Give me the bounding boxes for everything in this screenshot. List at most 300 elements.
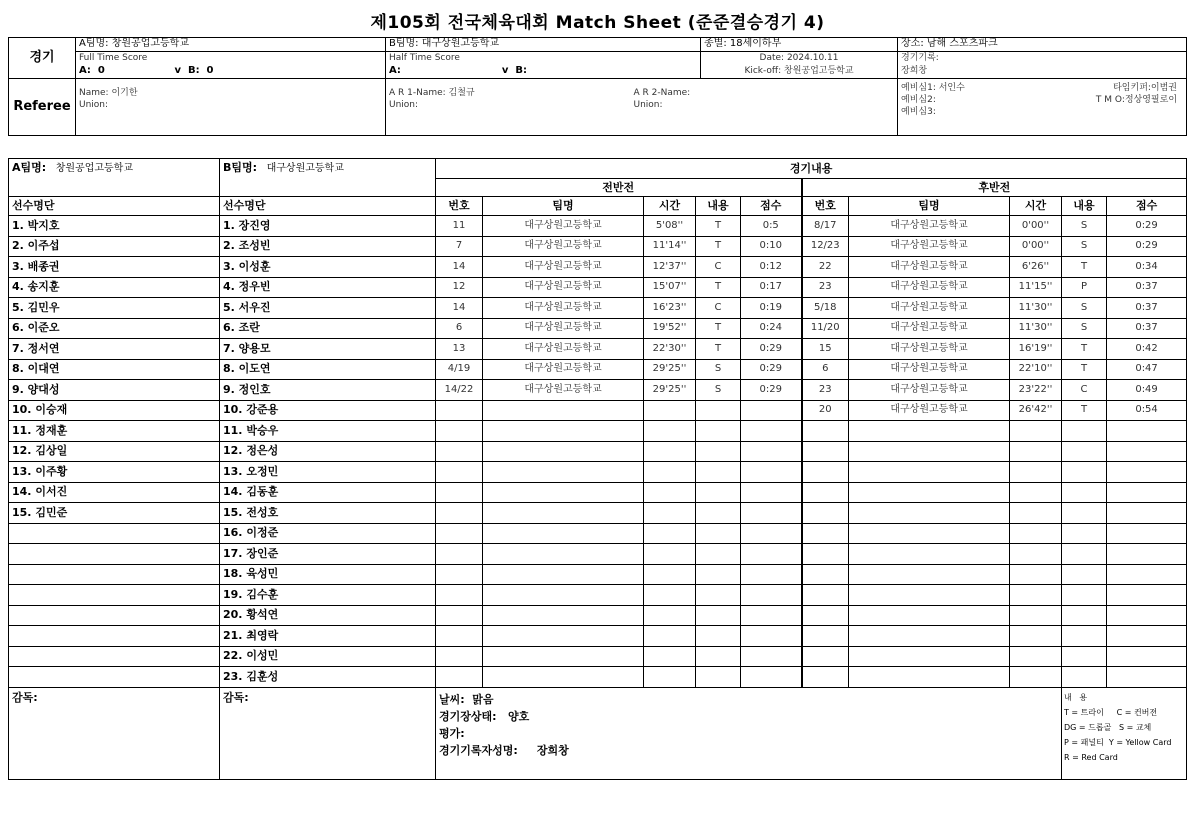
second-half-cell	[849, 462, 1010, 483]
first-half-cell	[696, 400, 741, 421]
first-half-cell	[741, 564, 802, 585]
legend-item: P = 패널티 Y = Yellow Card	[1064, 737, 1172, 747]
second-half-col-0: 번호	[802, 197, 849, 216]
first-half-cell	[741, 605, 802, 626]
second-half-cell: T	[1062, 257, 1107, 278]
first-half-cell	[741, 626, 802, 647]
first-half-cell: 13	[436, 339, 483, 360]
first-half-cell: 대구상원고등학교	[483, 339, 644, 360]
reserve-2: 예비심2:	[901, 95, 936, 105]
first-half-cell	[483, 667, 644, 688]
first-half-label: 전반전	[436, 179, 802, 197]
second-half-cell: 6'26''	[1010, 257, 1062, 278]
second-half-cell: 대구상원고등학교	[849, 318, 1010, 339]
first-half-cell	[644, 667, 696, 688]
coach-b: 감독:	[220, 687, 436, 779]
team-a-label: A팀명:	[12, 161, 47, 174]
ar1-name: A R 1-Name: 김철규	[389, 88, 475, 98]
second-half-cell	[1010, 646, 1062, 667]
team-b-name: 대구상원고등학교	[266, 163, 344, 174]
first-half-cell: 4/19	[436, 359, 483, 380]
first-half-cell	[644, 585, 696, 606]
second-half-cell: 11'30''	[1010, 318, 1062, 339]
first-half-cell	[644, 421, 696, 442]
second-half-cell	[1010, 462, 1062, 483]
team-a-player	[9, 544, 220, 565]
team-a-player: 4. 송지훈	[9, 277, 220, 298]
second-half-cell	[849, 626, 1010, 647]
recorder-line: 경기기록자성명: 장희창	[439, 743, 569, 757]
table-row	[9, 503, 1187, 524]
first-half-cell	[696, 523, 741, 544]
team-b-player: 3. 이성훈	[220, 257, 436, 278]
first-half-cell	[741, 585, 802, 606]
second-half-cell	[1107, 605, 1187, 626]
first-half-cell	[741, 544, 802, 565]
table-row	[9, 339, 1187, 360]
match-info	[436, 687, 1062, 779]
first-half-cell	[696, 564, 741, 585]
first-half-cell: 0:29	[741, 339, 802, 360]
first-half-cell	[696, 626, 741, 647]
first-half-cell: 0:29	[741, 380, 802, 401]
second-half-cell	[802, 564, 849, 585]
second-half-cell: 대구상원고등학교	[849, 216, 1010, 237]
second-half-cell	[1062, 564, 1107, 585]
second-half-cell	[1062, 667, 1107, 688]
first-half-cell: 0:10	[741, 236, 802, 257]
first-half-cell: 11'14''	[644, 236, 696, 257]
second-half-cell: 12/23	[802, 236, 849, 257]
table-row	[9, 667, 1187, 688]
second-half-cell	[802, 605, 849, 626]
table-row	[9, 380, 1187, 401]
second-half-cell: 22'10''	[1010, 359, 1062, 380]
second-half-cell	[1062, 462, 1107, 483]
body-rows	[9, 159, 1187, 780]
team-b-player: 22. 이성민	[220, 646, 436, 667]
page-title: 제105회 전국체육대회 Match Sheet (준준결승경기 4)	[370, 13, 825, 33]
legend-item: DG = 드롭골 S = 교체	[1064, 722, 1152, 732]
team-a-player: 15. 김민준	[9, 503, 220, 524]
second-half-cell: C	[1062, 380, 1107, 401]
first-half-cell: 14	[436, 298, 483, 319]
first-half-cell	[696, 421, 741, 442]
team-b-player: 6. 조란	[220, 318, 436, 339]
team-a-player: 1. 박지호	[9, 216, 220, 237]
second-half-cell	[1107, 626, 1187, 647]
table-row	[9, 564, 1187, 585]
team-a-player	[9, 626, 220, 647]
team-b-player: 2. 조성빈	[220, 236, 436, 257]
second-half-cell: 0:29	[1107, 216, 1187, 237]
team-b-player: 21. 최영락	[220, 626, 436, 647]
second-half-cell	[802, 585, 849, 606]
second-half-cell	[1062, 646, 1107, 667]
second-half-cell	[849, 482, 1010, 503]
first-half-cell	[644, 462, 696, 483]
team-b-player: 20. 황석연	[220, 605, 436, 626]
table-row	[9, 421, 1187, 442]
team-b-player: 5. 서우진	[220, 298, 436, 319]
table-row	[9, 462, 1187, 483]
second-half-cell	[849, 421, 1010, 442]
first-half-cell: 대구상원고등학교	[483, 257, 644, 278]
second-half-cell: S	[1062, 318, 1107, 339]
second-half-cell	[849, 441, 1010, 462]
team-b-player: 16. 이정준	[220, 523, 436, 544]
second-half-cell: 0'00''	[1010, 216, 1062, 237]
table-row	[9, 216, 1187, 237]
coach-a: 감독:	[9, 687, 220, 779]
first-half-col-1: 팀명	[483, 197, 644, 216]
first-half-cell	[644, 523, 696, 544]
second-half-cell	[1107, 667, 1187, 688]
first-half-cell	[696, 462, 741, 483]
second-half-cell	[1010, 503, 1062, 524]
second-half-cell: T	[1062, 359, 1107, 380]
first-half-cell	[696, 585, 741, 606]
second-half-cell: 8/17	[802, 216, 849, 237]
second-half-cell	[802, 523, 849, 544]
second-half-cell	[1062, 523, 1107, 544]
second-half-cell: 5/18	[802, 298, 849, 319]
team-a-player	[9, 585, 220, 606]
legend-title: 내 용	[1064, 692, 1088, 702]
second-half-cell	[802, 503, 849, 524]
second-half-cell: 0:37	[1107, 318, 1187, 339]
first-half-cell: 대구상원고등학교	[483, 318, 644, 339]
team-a-player	[9, 667, 220, 688]
team-b-player: 12. 정은성	[220, 441, 436, 462]
second-half-cell: 15	[802, 339, 849, 360]
team-b-player: 23. 김훈성	[220, 667, 436, 688]
record-label: 경기기록:	[898, 52, 1187, 65]
second-half-cell: 0:54	[1107, 400, 1187, 421]
second-half-cell	[802, 441, 849, 462]
first-half-cell: T	[696, 216, 741, 237]
second-half-cell: 26'42''	[1010, 400, 1062, 421]
second-half-cell	[1062, 626, 1107, 647]
second-half-cell	[849, 503, 1010, 524]
second-half-cell	[1010, 564, 1062, 585]
second-half-cell	[1010, 544, 1062, 565]
first-half-cell: 대구상원고등학교	[483, 277, 644, 298]
first-half-cell: 14/22	[436, 380, 483, 401]
second-half-cell: 0:47	[1107, 359, 1187, 380]
full-time-score: A: 0 v B: 0	[76, 65, 386, 79]
first-half-cell	[741, 482, 802, 503]
table-row	[9, 298, 1187, 319]
first-half-cell: 16'23''	[644, 298, 696, 319]
first-half-cell	[741, 462, 802, 483]
first-half-cell: C	[696, 257, 741, 278]
first-half-cell: C	[696, 298, 741, 319]
second-half-cell: 0:34	[1107, 257, 1187, 278]
first-half-cell: 대구상원고등학교	[483, 380, 644, 401]
first-half-cell	[644, 503, 696, 524]
second-half-cell: 대구상원고등학교	[849, 257, 1010, 278]
first-half-cell	[483, 605, 644, 626]
first-half-cell	[436, 605, 483, 626]
second-half-cell: 11'15''	[1010, 277, 1062, 298]
first-half-cell	[741, 421, 802, 442]
table-row	[9, 482, 1187, 503]
team-a-player: 12. 김상일	[9, 441, 220, 462]
second-half-cell	[1107, 544, 1187, 565]
team-a-list-header: 선수명단	[9, 197, 220, 216]
second-half-cell	[1107, 441, 1187, 462]
tmo: T M O:정상영필로이	[1095, 95, 1178, 105]
kickoff-line: Kick-off: 창원공업고등학교	[701, 65, 898, 79]
table-row	[9, 359, 1187, 380]
field-line: 경기장상태: 양호	[439, 709, 530, 723]
second-half-cell: 대구상원고등학교	[849, 359, 1010, 380]
first-half-cell: 0:17	[741, 277, 802, 298]
first-half-col-2: 시간	[644, 197, 696, 216]
table-row	[9, 605, 1187, 626]
first-half-cell: S	[696, 359, 741, 380]
table-row	[9, 400, 1187, 421]
record-name: 장희창	[898, 65, 1187, 79]
team-b-player: 19. 김수훈	[220, 585, 436, 606]
team-b-player: 1. 장진영	[220, 216, 436, 237]
first-half-cell	[644, 564, 696, 585]
referee-name: Name: 이기한	[79, 88, 138, 98]
team-b-label: B팀명:	[223, 161, 258, 174]
second-half-col-4: 점수	[1107, 197, 1187, 216]
first-half-cell	[436, 462, 483, 483]
second-half-cell	[802, 462, 849, 483]
second-half-cell	[1062, 503, 1107, 524]
second-half-cell	[1010, 441, 1062, 462]
first-half-cell	[483, 421, 644, 442]
second-half-cell: 대구상원고등학교	[849, 236, 1010, 257]
table-row	[9, 318, 1187, 339]
first-half-cell	[483, 564, 644, 585]
second-half-cell	[849, 564, 1010, 585]
second-half-cell	[1107, 646, 1187, 667]
first-half-cell	[436, 421, 483, 442]
team-b-line: B팀명: 대구상원고등학교	[386, 38, 701, 52]
legend-item: T = 트라이 C = 컨버젼	[1064, 707, 1158, 717]
team-b-player: 10. 강준용	[220, 400, 436, 421]
team-a-player: 9. 양대성	[9, 380, 220, 401]
team-a-player: 13. 이주황	[9, 462, 220, 483]
first-half-cell	[436, 646, 483, 667]
team-b-player: 15. 전성호	[220, 503, 436, 524]
team-a-line: A팀명: 창원공업고등학교	[76, 38, 386, 52]
first-half-cell	[644, 544, 696, 565]
first-half-cell: 대구상원고등학교	[483, 359, 644, 380]
first-half-cell: 29'25''	[644, 359, 696, 380]
team-b-player: 7. 양용모	[220, 339, 436, 360]
timekeeper: 타임키퍼:이범권	[1113, 83, 1178, 93]
team-a-player: 10. 이승재	[9, 400, 220, 421]
second-half-cell	[1107, 482, 1187, 503]
second-half-cell	[1062, 421, 1107, 442]
table-row	[9, 441, 1187, 462]
first-half-cell	[436, 564, 483, 585]
second-half-cell	[849, 605, 1010, 626]
second-half-cell: S	[1062, 298, 1107, 319]
first-half-cell: 5'08''	[644, 216, 696, 237]
team-a-player	[9, 605, 220, 626]
second-half-col-3: 내용	[1062, 197, 1107, 216]
first-half-cell	[483, 462, 644, 483]
first-half-cell: S	[696, 380, 741, 401]
second-half-cell: 20	[802, 400, 849, 421]
team-b-player: 14. 김동훈	[220, 482, 436, 503]
second-half-cell	[1107, 421, 1187, 442]
first-half-cell: 12'37''	[644, 257, 696, 278]
second-half-cell: S	[1062, 216, 1107, 237]
second-half-cell	[1010, 585, 1062, 606]
first-half-cell	[483, 626, 644, 647]
first-half-cell: T	[696, 236, 741, 257]
second-half-cell	[1062, 585, 1107, 606]
second-half-cell: 0:49	[1107, 380, 1187, 401]
team-a-player: 6. 이준오	[9, 318, 220, 339]
second-half-cell: 0:37	[1107, 277, 1187, 298]
first-half-cell	[741, 441, 802, 462]
ar1-union: Union:	[389, 100, 419, 110]
first-half-cell	[696, 646, 741, 667]
team-a-player: 14. 이서진	[9, 482, 220, 503]
weather-line: 날씨: 맑음	[439, 692, 494, 706]
team-b-player: 18. 육성민	[220, 564, 436, 585]
first-half-cell	[644, 626, 696, 647]
second-half-cell	[802, 626, 849, 647]
second-half-cell: 23	[802, 380, 849, 401]
referee-union: Union:	[79, 100, 109, 110]
first-half-cell: 19'52''	[644, 318, 696, 339]
second-half-col-1: 팀명	[849, 197, 1010, 216]
second-half-cell: 6	[802, 359, 849, 380]
second-half-cell	[1107, 564, 1187, 585]
table-row	[9, 646, 1187, 667]
first-half-cell: 15'07''	[644, 277, 696, 298]
half-time-score: A: v B:	[386, 65, 701, 79]
second-half-cell	[849, 523, 1010, 544]
second-half-label: 후반전	[802, 179, 1187, 197]
first-half-cell: 0:19	[741, 298, 802, 319]
second-half-cell	[1010, 626, 1062, 647]
first-half-cell	[644, 605, 696, 626]
second-half-cell: S	[1062, 236, 1107, 257]
team-b-player: 4. 정우빈	[220, 277, 436, 298]
category-line: 종별: 18세이하부	[701, 38, 898, 52]
second-half-cell	[1010, 421, 1062, 442]
first-half-cell	[436, 585, 483, 606]
second-half-cell	[1010, 523, 1062, 544]
first-half-cell: 6	[436, 318, 483, 339]
full-time-label: Full Time Score	[76, 52, 386, 65]
team-b-player: 9. 정인호	[220, 380, 436, 401]
table-row	[9, 585, 1187, 606]
first-half-cell	[436, 667, 483, 688]
team-a-player: 5. 김민우	[9, 298, 220, 319]
second-half-cell	[849, 544, 1010, 565]
second-half-cell	[1107, 585, 1187, 606]
team-a-name: 창원공업고등학교	[55, 163, 133, 174]
first-half-cell: 대구상원고등학교	[483, 216, 644, 237]
second-half-cell	[1107, 523, 1187, 544]
first-half-cell	[696, 667, 741, 688]
reserve-1: 예비심1: 서인수	[901, 83, 965, 93]
team-a-player	[9, 523, 220, 544]
events-section-label: 경기내용	[436, 159, 1187, 179]
second-half-cell	[1010, 482, 1062, 503]
first-half-cell	[741, 667, 802, 688]
ar2-union: Union:	[633, 100, 663, 110]
second-half-cell	[1107, 503, 1187, 524]
legend-box	[1062, 687, 1187, 779]
first-half-cell	[644, 646, 696, 667]
first-half-cell	[644, 400, 696, 421]
first-half-cell	[696, 503, 741, 524]
second-half-cell: 0:37	[1107, 298, 1187, 319]
first-half-cell: 29'25''	[644, 380, 696, 401]
first-half-cell	[436, 626, 483, 647]
second-half-cell	[1107, 462, 1187, 483]
second-half-cell: 23	[802, 277, 849, 298]
first-half-cell: 대구상원고등학교	[483, 298, 644, 319]
team-b-player: 17. 장인준	[220, 544, 436, 565]
second-half-cell	[849, 646, 1010, 667]
second-half-cell	[802, 544, 849, 565]
first-half-cell	[483, 544, 644, 565]
half-time-label: Half Time Score	[386, 52, 701, 65]
referee-label: Referee	[9, 79, 76, 136]
first-half-cell: T	[696, 318, 741, 339]
second-half-cell: 대구상원고등학교	[849, 277, 1010, 298]
second-half-cell	[1062, 605, 1107, 626]
second-half-cell	[849, 667, 1010, 688]
second-half-col-2: 시간	[1010, 197, 1062, 216]
team-b-player: 13. 오정민	[220, 462, 436, 483]
first-half-cell: T	[696, 277, 741, 298]
table-row	[9, 544, 1187, 565]
first-half-cell	[741, 400, 802, 421]
first-half-cell	[696, 482, 741, 503]
team-a-player	[9, 564, 220, 585]
second-half-cell: T	[1062, 339, 1107, 360]
second-half-cell	[1062, 544, 1107, 565]
first-half-cell: 0:24	[741, 318, 802, 339]
table-row	[9, 277, 1187, 298]
second-half-cell: P	[1062, 277, 1107, 298]
second-half-cell: 11/20	[802, 318, 849, 339]
first-half-cell: 7	[436, 236, 483, 257]
legend-item: R = Red Card	[1064, 752, 1118, 762]
team-a-player: 8. 이대연	[9, 359, 220, 380]
second-half-cell	[849, 585, 1010, 606]
first-half-col-0: 번호	[436, 197, 483, 216]
second-half-cell	[802, 646, 849, 667]
second-half-cell	[802, 482, 849, 503]
second-half-cell: 대구상원고등학교	[849, 400, 1010, 421]
team-b-player: 11. 박승우	[220, 421, 436, 442]
table-row	[9, 257, 1187, 278]
second-half-cell: 11'30''	[1010, 298, 1062, 319]
second-half-cell: 대구상원고등학교	[849, 339, 1010, 360]
second-half-cell	[1010, 667, 1062, 688]
second-half-cell: 0:29	[1107, 236, 1187, 257]
match-body-table	[8, 158, 1187, 780]
second-half-cell	[802, 421, 849, 442]
first-half-cell	[483, 523, 644, 544]
